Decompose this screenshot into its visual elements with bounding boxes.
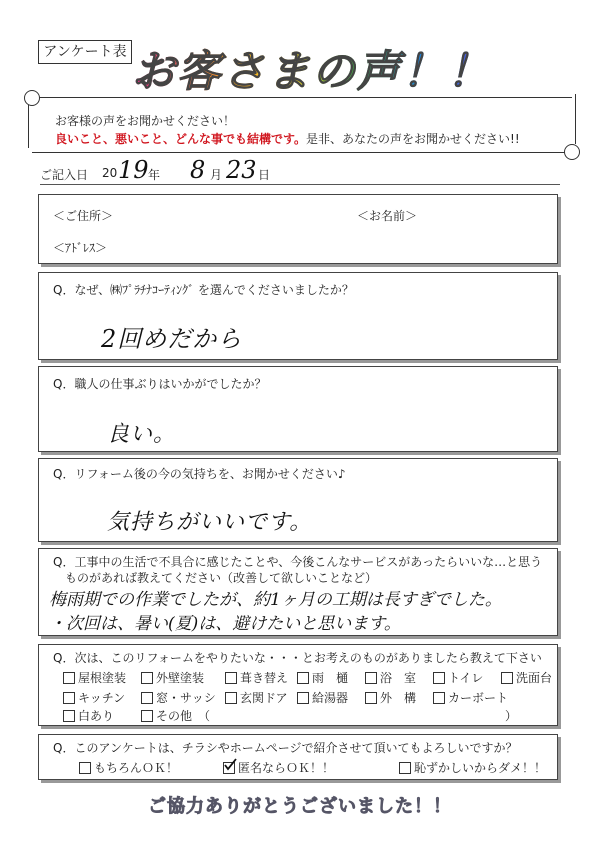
checkbox-checked-icon bbox=[223, 762, 235, 774]
page-title: お客さまの声！！ bbox=[132, 38, 522, 98]
q3-question: Q．リフォーム後の今の気持ちを、お聞かせください♪ bbox=[53, 467, 346, 481]
q5-option[interactable]: 玄関ドア bbox=[225, 689, 288, 706]
q5-option[interactable]: 雨 樋 bbox=[297, 669, 348, 686]
intro-highlight: 良いこと、悪いこと、どんな事でも結構です。 bbox=[55, 132, 307, 146]
q6-question: Q．このアンケートは、チラシやホームページで紹介させて頂いてもよろしいですか？ bbox=[53, 741, 518, 755]
checkbox-icon bbox=[297, 672, 309, 684]
address-label: ＜ご住所＞ bbox=[53, 209, 114, 223]
q4-question-line-2: ものがあれば教えてください（改善して欲しいことなど） bbox=[65, 571, 378, 585]
checkbox-icon bbox=[365, 672, 377, 684]
address-box bbox=[38, 194, 558, 264]
q5-option[interactable]: 屋根塗装 bbox=[63, 669, 126, 686]
date-day-unit: 日 bbox=[258, 168, 271, 182]
q4-answer-line-2[interactable]: ・次回は、暑い(夏)は、避けたいと思います。 bbox=[49, 614, 401, 634]
q5-option[interactable]: 洗面台 bbox=[501, 669, 552, 686]
checkbox-icon bbox=[63, 672, 75, 684]
q6-option-checked[interactable]: 匿名ならＯＫ！！ bbox=[223, 759, 334, 776]
date-day-value[interactable]: 23 bbox=[226, 156, 257, 184]
name-label: ＜お名前＞ bbox=[357, 209, 418, 223]
q5-option[interactable]: 白あり bbox=[63, 707, 114, 724]
survey-tag: アンケート表 bbox=[38, 40, 132, 64]
checkbox-icon bbox=[433, 672, 445, 684]
q1-question: Q．なぜ、㈱ﾌﾟﾗﾁﾅｺｰﾃｨﾝｸﾞ を選んでくださいましたか？ bbox=[53, 283, 354, 297]
checkbox-icon bbox=[297, 692, 309, 704]
date-year-value[interactable]: 19 bbox=[118, 156, 149, 184]
q1-box bbox=[38, 272, 558, 360]
footer-thanks: ご協力ありがとうございました！！ bbox=[148, 796, 452, 817]
q6-option[interactable]: 恥ずかしいからダメ！！ bbox=[399, 759, 546, 776]
checkbox-icon bbox=[225, 692, 237, 704]
q2-box bbox=[38, 366, 558, 452]
q4-answer-line-1[interactable]: 梅雨期での作業でしたが、約1ヶ月の工期は長すぎでした。 bbox=[49, 590, 502, 610]
q5-option[interactable]: 外壁塗装 bbox=[141, 669, 204, 686]
q5-option[interactable]: キッチン bbox=[63, 689, 125, 706]
q4-question-line-1: Q．工事中の生活で不具合に感じたことや、今後こんなサービスがあったらいいな…と思う bbox=[53, 555, 543, 569]
checkbox-icon bbox=[63, 692, 75, 704]
q2-question: Q．職人の仕事ぶりはいかがでしたか？ bbox=[53, 377, 267, 391]
date-year-unit: 年 bbox=[148, 168, 161, 182]
q1-answer[interactable]: 2回めだから bbox=[101, 325, 243, 353]
q5-option[interactable]: 外 構 bbox=[365, 689, 416, 706]
checkbox-icon bbox=[141, 692, 153, 704]
checkbox-icon bbox=[399, 762, 411, 774]
email-label: ＜ｱﾄﾞﾚｽ＞ bbox=[53, 241, 108, 255]
q6-option[interactable]: もちろんＯＫ！ bbox=[79, 759, 178, 776]
q5-option[interactable]: 葺き替え bbox=[225, 669, 288, 686]
q5-question: Q．次は、このリフォームをやりたいな・・・とお考えのものがありましたら教えて下さい bbox=[53, 651, 542, 665]
q2-answer[interactable]: 良い。 bbox=[107, 422, 177, 447]
q3-box bbox=[38, 458, 558, 542]
date-month-value[interactable]: 8 bbox=[190, 156, 206, 184]
q6-box bbox=[38, 734, 558, 780]
intro-rest: 是非、あなたの声をお聞かせください!! bbox=[306, 132, 520, 146]
q5-option[interactable]: 浴 室 bbox=[365, 669, 416, 686]
intro-line-2 bbox=[55, 130, 520, 147]
q5-box bbox=[38, 644, 558, 726]
checkbox-icon bbox=[225, 672, 237, 684]
checkbox-icon bbox=[79, 762, 91, 774]
date-year-prefix: 20 bbox=[102, 166, 118, 180]
q5-option[interactable]: 給湯器 bbox=[297, 689, 348, 706]
q5-option[interactable]: カーボート bbox=[433, 689, 508, 706]
checkbox-icon bbox=[501, 672, 513, 684]
date-label: ご記入日 bbox=[40, 168, 89, 182]
q5-option-other[interactable]: その他 （ bbox=[141, 707, 210, 724]
q5-option[interactable]: トイレ bbox=[433, 669, 483, 686]
checkbox-icon bbox=[63, 710, 75, 722]
checkbox-icon bbox=[433, 692, 445, 704]
checkbox-icon bbox=[141, 672, 153, 684]
q5-other-close: ） bbox=[505, 709, 518, 723]
intro-line-1: お客様の声をお聞かせください！ bbox=[55, 114, 236, 128]
checkbox-icon bbox=[365, 692, 377, 704]
date-line bbox=[40, 156, 560, 185]
q4-box bbox=[38, 548, 558, 636]
date-month-unit: 月 bbox=[210, 168, 223, 182]
checkbox-icon bbox=[141, 710, 153, 722]
q5-option[interactable]: 窓・サッシ bbox=[141, 689, 216, 706]
q3-answer[interactable]: 気持ちがいいです。 bbox=[107, 510, 313, 535]
